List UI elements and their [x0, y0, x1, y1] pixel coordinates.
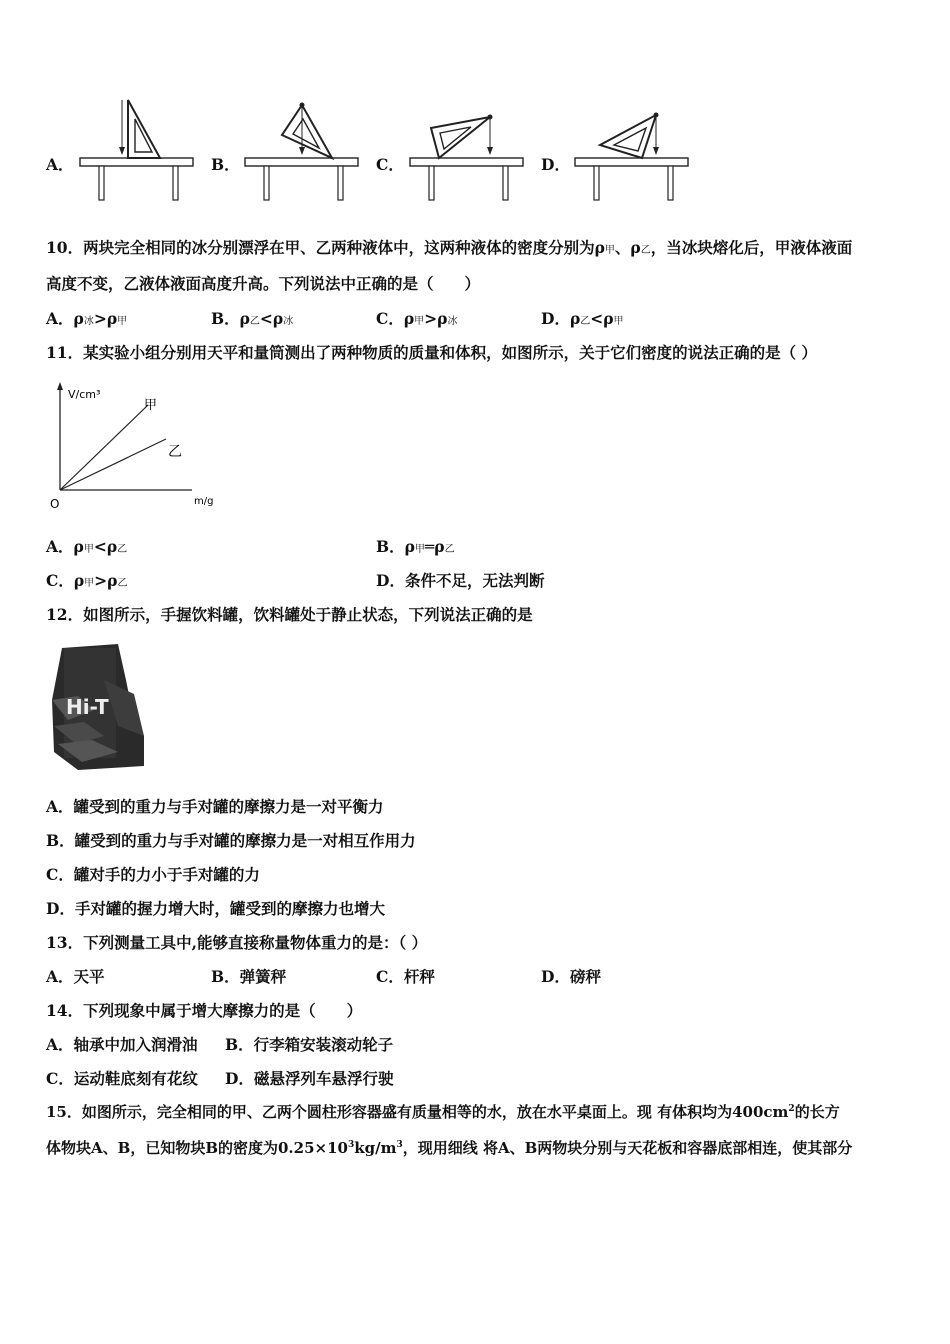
- q11-option-c: C．ρ甲>ρ乙: [46, 571, 128, 590]
- q14-stem: 14．下列现象中属于增大摩擦力的是（ ）: [46, 1001, 363, 1020]
- q14-option-d: D．磁悬浮列车悬浮行驶: [225, 1069, 394, 1088]
- origin-label: O: [50, 497, 60, 511]
- can-brand-text: Hi-T: [66, 695, 109, 719]
- q12-option-b: B．罐受到的重力与手对罐的摩擦力是一对相互作用力: [46, 831, 416, 850]
- q9-option-d-label: D．: [541, 155, 570, 174]
- q9-figure-c: [405, 95, 530, 205]
- q15-stem-line2: 体物块A、B，已知物块B的密度为$0.25\times 10^3kg/m^3$，现用细线 将A、B两物块分别与天花板和容器底部相连，使其部分: [46, 1139, 853, 1157]
- q9-figure-b: [240, 95, 365, 205]
- q10-option-a: A．ρ冰>ρ甲: [46, 309, 128, 328]
- q13-option-a: A．天平: [46, 967, 105, 986]
- q12-option-d: D．手对罐的握力增大时，罐受到的摩擦力也增大: [46, 899, 385, 918]
- line2-label: 乙: [168, 444, 182, 460]
- q9-option-b-label: B．: [211, 155, 240, 174]
- q11-option-a: A．ρ甲<ρ乙: [46, 537, 128, 556]
- line1-label: 甲: [144, 398, 158, 413]
- q9-option-a-label: A．: [46, 155, 74, 174]
- q13-stem: 13．下列测量工具中,能够直接称量物体重力的是：（ ）: [46, 933, 428, 952]
- q10-option-d: D．ρ乙<ρ甲: [541, 309, 624, 328]
- q11-graph: [46, 380, 226, 515]
- line-yi: [60, 439, 166, 490]
- y-axis-label: V/cm³: [68, 388, 101, 401]
- line-jia: [60, 405, 148, 490]
- q12-can-photo: [48, 640, 148, 773]
- q13-option-b: B．弹簧秤: [211, 967, 287, 986]
- q14-option-a: A．轴承中加入润滑油: [46, 1035, 198, 1054]
- q10-stem-line1: 10．两块完全相同的冰分别漂浮在甲、乙两种液体中，这两种液体的密度分别为ρ甲、ρ乙，当冰块熔化后，甲液体液面: [46, 238, 853, 257]
- x-axis-label: m/g: [194, 496, 214, 507]
- q9-figure-a: [75, 95, 200, 205]
- q9-figure-d: [570, 95, 695, 205]
- q12-option-c: C．罐对手的力小于手对罐的力: [46, 865, 260, 884]
- q9-option-c-label: C．: [376, 155, 404, 174]
- q10-stem-line2: 高度不变，乙液体液面高度升高。下列说法中正确的是（ ）: [46, 274, 481, 293]
- q14-option-b: B．行李箱安装滚动轮子: [225, 1035, 394, 1054]
- q10-option-c: C．ρ甲>ρ冰: [376, 309, 458, 328]
- q14-option-c: C．运动鞋底刻有花纹: [46, 1069, 198, 1088]
- q11-option-b: B．ρ甲═ρ乙: [376, 537, 455, 556]
- q10-option-b: B．ρ乙<ρ冰: [211, 309, 294, 328]
- q12-option-a: A．罐受到的重力与手对罐的摩擦力是一对平衡力: [46, 797, 384, 816]
- q15-stem-line1: 15．如图所示，完全相同的甲、乙两个圆柱形容器盛有质量相等的水，放在水平桌面上。现 有体积均为$400cm^2$的长方: [46, 1103, 840, 1121]
- q13-option-c: C．杆秤: [376, 967, 435, 986]
- q11-stem: 11．某实验小组分别用天平和量筒测出了两种物质的质量和体积，如图所示，关于它们密度的说法正确的是（ ）: [46, 343, 817, 362]
- q13-option-d: D．磅秤: [541, 967, 601, 986]
- q12-stem: 12．如图所示，手握饮料罐，饮料罐处于静止状态，下列说法正确的是: [46, 605, 533, 624]
- q11-option-d: D．条件不足，无法判断: [376, 571, 545, 590]
